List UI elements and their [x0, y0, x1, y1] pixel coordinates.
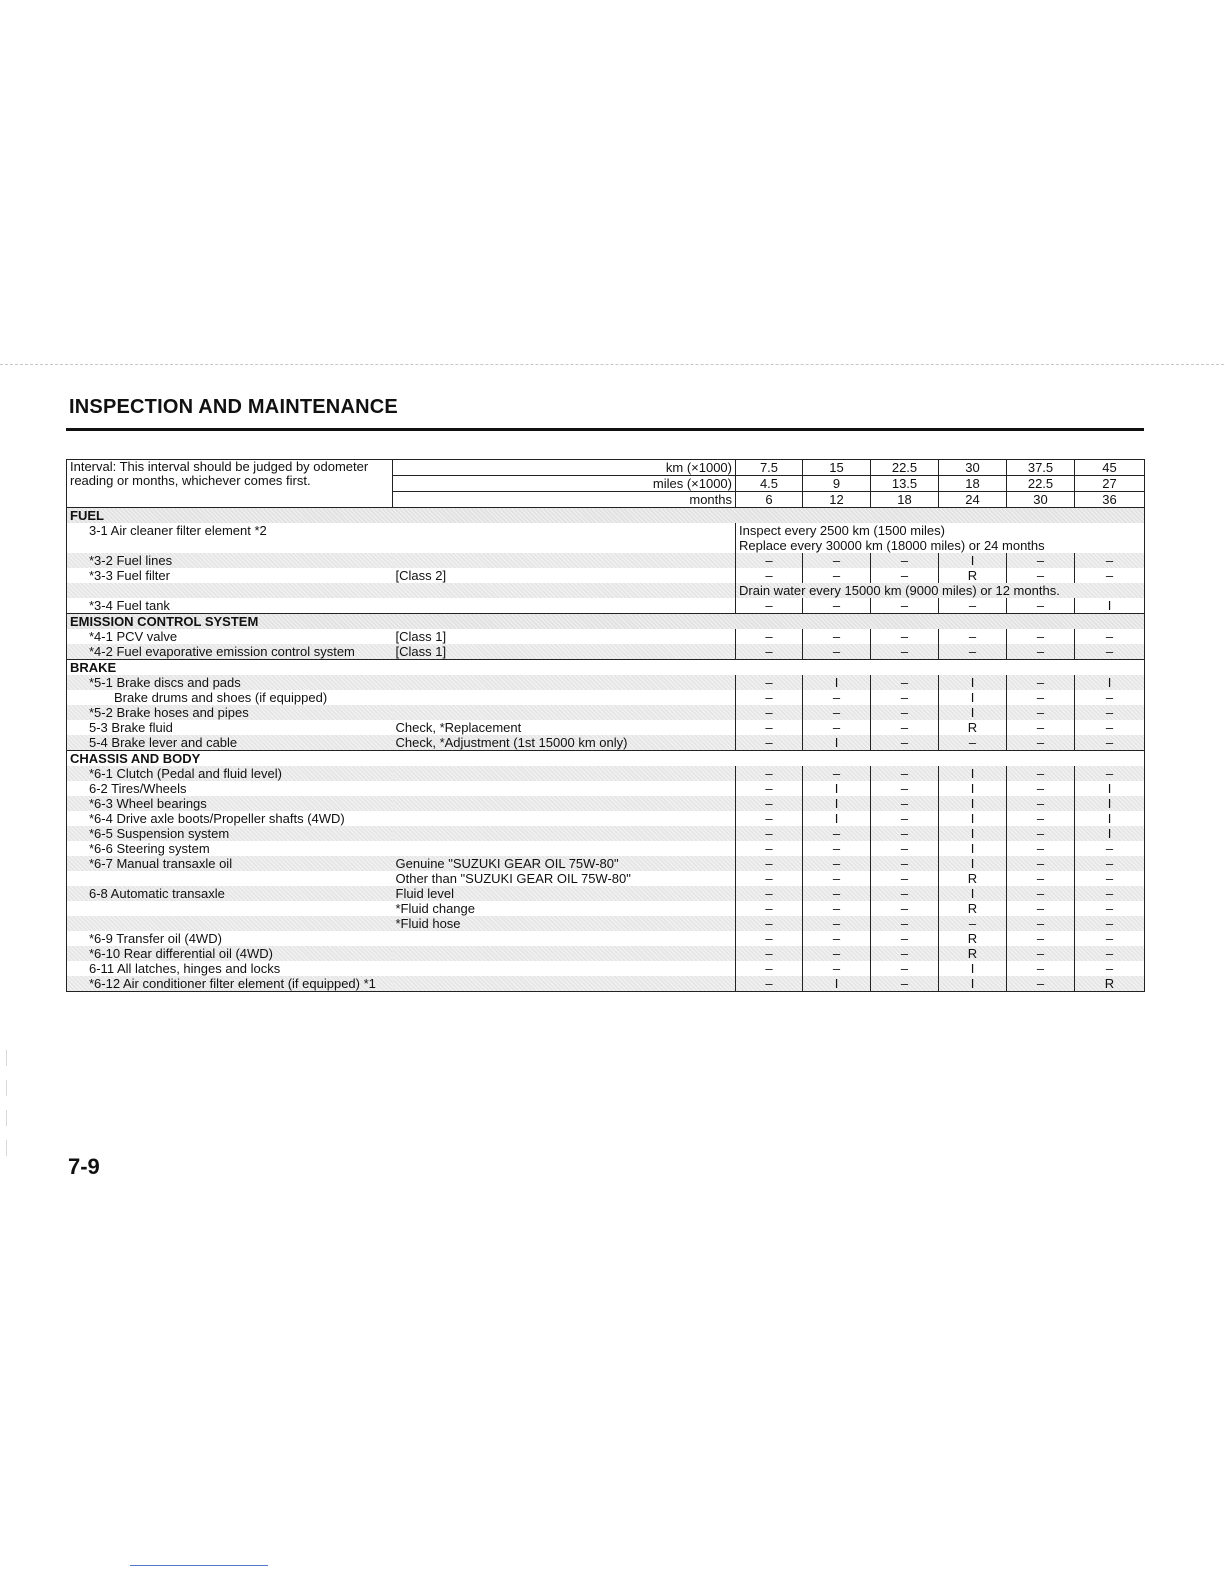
schedule-value: – [1007, 811, 1075, 826]
schedule-value: – [1007, 916, 1075, 931]
schedule-value: – [1075, 568, 1145, 583]
table-row [67, 644, 1145, 660]
item-name: Brake drums and shoes (if equipped) [114, 690, 328, 705]
schedule-value: – [803, 629, 871, 644]
margin-tick [6, 1110, 7, 1126]
schedule-value: I [803, 735, 871, 751]
schedule-value: I [803, 781, 871, 796]
schedule-value: – [871, 826, 939, 841]
schedule-value: R [939, 568, 1007, 583]
schedule-value: I [939, 886, 1007, 901]
section-row-brake [67, 660, 1145, 676]
schedule-value: – [871, 961, 939, 976]
schedule-value: I [939, 961, 1007, 976]
section-title: FUEL [67, 508, 1145, 524]
schedule-value: I [939, 766, 1007, 781]
item-note [393, 976, 736, 992]
item-note [393, 553, 736, 568]
schedule-value: – [736, 553, 803, 568]
schedule-value: I [939, 841, 1007, 856]
schedule-value: – [1007, 856, 1075, 871]
item-name: *4-1 PCV valve [89, 629, 178, 644]
schedule-value: – [803, 705, 871, 720]
item-name: 6-8 Automatic transaxle [67, 886, 393, 901]
item-note [393, 675, 736, 690]
table-row [67, 976, 1145, 992]
item-note [393, 931, 736, 946]
km-value: 45 [1075, 460, 1145, 476]
item-name: 6-11 All latches, hinges and locks [89, 961, 281, 976]
schedule-value: – [1007, 735, 1075, 751]
schedule-value: – [871, 871, 939, 886]
schedule-value: – [1075, 690, 1145, 705]
schedule-value: – [871, 766, 939, 781]
schedule-value: – [871, 796, 939, 811]
schedule-value: I [1075, 811, 1145, 826]
schedule-value: – [803, 946, 871, 961]
schedule-value: – [736, 931, 803, 946]
schedule-value: – [871, 886, 939, 901]
schedule-value: – [736, 766, 803, 781]
header-km-row [67, 460, 1145, 476]
schedule-value: I [939, 811, 1007, 826]
schedule-value: – [871, 841, 939, 856]
schedule-value: – [736, 916, 803, 931]
item-note: *Fluid hose [393, 916, 736, 931]
schedule-value: – [871, 629, 939, 644]
schedule-value: – [736, 811, 803, 826]
schedule-value: I [939, 690, 1007, 705]
schedule-value: I [803, 675, 871, 690]
schedule-value: R [939, 946, 1007, 961]
schedule-value: – [736, 598, 803, 614]
schedule-value: – [803, 871, 871, 886]
schedule-value: I [1075, 675, 1145, 690]
schedule-value: – [803, 766, 871, 781]
schedule-value: I [939, 856, 1007, 871]
schedule-value: – [803, 916, 871, 931]
schedule-value: – [1007, 568, 1075, 583]
table-row [67, 629, 1145, 644]
schedule-value: I [939, 675, 1007, 690]
km-label: km (×1000) [393, 460, 736, 476]
item-name: *6-4 Drive axle boots/Propeller shafts (4WD) [89, 811, 345, 826]
schedule-value: – [939, 735, 1007, 751]
margin-tick [6, 1140, 7, 1156]
schedule-value: R [939, 931, 1007, 946]
item-name: *4-2 Fuel evaporative emission control system [67, 644, 393, 660]
table-row [67, 901, 1145, 916]
months-value: 24 [939, 492, 1007, 508]
item-note: *Fluid change [395, 901, 475, 916]
table-row [67, 946, 1145, 961]
schedule-value: – [803, 598, 871, 614]
schedule-value: – [871, 916, 939, 931]
schedule-value: – [939, 598, 1007, 614]
schedule-value: – [1075, 841, 1145, 856]
schedule-value: – [1075, 916, 1145, 931]
item-note [393, 781, 736, 796]
interval-text [736, 523, 1145, 553]
schedule-value: – [871, 976, 939, 992]
table-row [67, 553, 1145, 568]
schedule-value: – [803, 826, 871, 841]
table-row [67, 720, 1145, 735]
schedule-value: – [736, 901, 803, 916]
item-name: *6-3 Wheel bearings [67, 796, 393, 811]
schedule-value: I [939, 553, 1007, 568]
schedule-value: – [1075, 856, 1145, 871]
schedule-value: – [1007, 781, 1075, 796]
schedule-value: I [1075, 826, 1145, 841]
schedule-value: I [939, 705, 1007, 720]
km-value: 30 [939, 460, 1007, 476]
schedule-value: – [1007, 826, 1075, 841]
km-value: 15 [803, 460, 871, 476]
miles-value: 4.5 [736, 476, 803, 492]
schedule-value: – [736, 735, 803, 751]
schedule-value: – [1007, 886, 1075, 901]
item-name: *3-3 Fuel filter [89, 568, 170, 583]
item-name: *5-2 Brake hoses and pipes [67, 705, 393, 720]
months-value: 30 [1007, 492, 1075, 508]
schedule-value: – [1075, 871, 1145, 886]
schedule-value: – [736, 781, 803, 796]
footer-link-rule [130, 1565, 268, 1566]
schedule-value: – [803, 886, 871, 901]
miles-value: 13.5 [871, 476, 939, 492]
schedule-value: – [1075, 886, 1145, 901]
margin-tick [6, 1080, 7, 1096]
item-note [393, 690, 736, 705]
table-row [67, 766, 1145, 781]
schedule-value: – [1075, 629, 1145, 644]
schedule-value: – [736, 796, 803, 811]
table-row [67, 781, 1145, 796]
schedule-value: R [939, 871, 1007, 886]
item-name [67, 871, 393, 886]
schedule-value: – [871, 856, 939, 871]
miles-value: 18 [939, 476, 1007, 492]
schedule-value: – [871, 690, 939, 705]
item-name: 5-3 Brake fluid [89, 720, 173, 735]
months-value: 6 [736, 492, 803, 508]
schedule-value: – [871, 931, 939, 946]
schedule-value: – [1007, 720, 1075, 735]
table-row [67, 856, 1145, 871]
item-name: *6-1 Clutch (Pedal and fluid level) [67, 766, 393, 781]
schedule-value: – [736, 568, 803, 583]
item-note [393, 705, 736, 720]
miles-value: 27 [1075, 476, 1145, 492]
schedule-value: – [1007, 871, 1075, 886]
item-name [67, 583, 736, 598]
inspect-text: Inspect every 2500 km (1500 miles) [739, 523, 945, 538]
schedule-value: – [871, 598, 939, 614]
page-number: 7-9 [68, 1154, 100, 1179]
item-name: *3-2 Fuel lines [67, 553, 393, 568]
schedule-value: – [871, 720, 939, 735]
schedule-value: – [736, 976, 803, 992]
schedule-value: – [1007, 841, 1075, 856]
item-note [393, 796, 736, 811]
schedule-value: – [1007, 705, 1075, 720]
schedule-value: – [1007, 675, 1075, 690]
top-dashed-rule [0, 364, 1224, 365]
schedule-value: – [736, 886, 803, 901]
section-title: EMISSION CONTROL SYSTEM [67, 614, 1145, 630]
schedule-value: – [871, 705, 939, 720]
months-value: 36 [1075, 492, 1145, 508]
schedule-value: – [871, 568, 939, 583]
section-title: BRAKE [67, 660, 1145, 676]
schedule-value: – [736, 705, 803, 720]
schedule-value: – [736, 841, 803, 856]
table-row [67, 675, 1145, 690]
item-name: 6-2 Tires/Wheels [89, 781, 187, 796]
schedule-value: – [803, 644, 871, 660]
schedule-value: I [803, 796, 871, 811]
item-note: Fluid level [393, 886, 736, 901]
table-row [67, 705, 1145, 720]
item-name: *6-10 Rear differential oil (4WD) [67, 946, 393, 961]
table-row [67, 871, 1145, 886]
miles-value: 9 [803, 476, 871, 492]
item-name: *6-12 Air conditioner filter element (if equipped) *1 [67, 976, 393, 992]
section-row-fuel [67, 508, 1145, 524]
replace-text: Replace every 30000 km (18000 miles) or 24 months [739, 538, 1045, 553]
schedule-value: – [1007, 946, 1075, 961]
schedule-value: I [939, 976, 1007, 992]
schedule-value: – [1007, 901, 1075, 916]
item-name: *6-9 Transfer oil (4WD) [89, 931, 222, 946]
item-note: Genuine "SUZUKI GEAR OIL 75W-80" [393, 856, 736, 871]
maintenance-schedule-table [66, 459, 1145, 992]
schedule-value: – [871, 811, 939, 826]
schedule-value: – [1075, 705, 1145, 720]
page-heading: INSPECTION AND MAINTENANCE [69, 396, 398, 418]
schedule-value: – [1007, 766, 1075, 781]
item-name: *6-5 Suspension system [67, 826, 393, 841]
schedule-value: – [1007, 553, 1075, 568]
table-row [67, 811, 1145, 826]
schedule-value: – [939, 644, 1007, 660]
miles-label: miles (×1000) [393, 476, 736, 492]
table-row [67, 568, 1145, 583]
schedule-value: – [1007, 644, 1075, 660]
schedule-value: – [871, 946, 939, 961]
table-row [67, 826, 1145, 841]
schedule-value: – [736, 720, 803, 735]
schedule-value: – [803, 720, 871, 735]
item-note: Check, *Adjustment (1st 15000 km only) [393, 735, 736, 751]
schedule-value: – [803, 553, 871, 568]
schedule-value: I [939, 796, 1007, 811]
schedule-value: – [871, 553, 939, 568]
item-name: *6-6 Steering system [89, 841, 210, 856]
interval-description: Interval: This interval should be judged by odometer reading or months, whichever comes first. [67, 460, 393, 508]
table-row [67, 796, 1145, 811]
item-note [393, 961, 736, 976]
item-note [393, 811, 736, 826]
schedule-value: – [1007, 931, 1075, 946]
km-value: 37.5 [1007, 460, 1075, 476]
schedule-value: – [803, 841, 871, 856]
schedule-value: R [939, 720, 1007, 735]
schedule-value: R [939, 901, 1007, 916]
table-row [67, 931, 1145, 946]
schedule-value: – [1075, 720, 1145, 735]
section-row-emission [67, 614, 1145, 630]
table-row [67, 735, 1145, 751]
schedule-value: – [939, 916, 1007, 931]
schedule-value: – [871, 901, 939, 916]
table-row [67, 690, 1145, 705]
months-label: months [393, 492, 736, 508]
months-value: 18 [871, 492, 939, 508]
schedule-value: – [1075, 961, 1145, 976]
table-row [67, 583, 1145, 598]
schedule-value: – [1007, 598, 1075, 614]
schedule-value: – [736, 856, 803, 871]
item-name: 5-4 Brake lever and cable [67, 735, 393, 751]
schedule-value: – [803, 856, 871, 871]
schedule-value: – [736, 871, 803, 886]
schedule-value: – [1075, 735, 1145, 751]
table-row [67, 886, 1145, 901]
schedule-value: – [803, 568, 871, 583]
schedule-value: I [1075, 598, 1145, 614]
schedule-value: – [1075, 644, 1145, 660]
schedule-value: I [939, 826, 1007, 841]
schedule-value: I [1075, 781, 1145, 796]
item-note [393, 598, 736, 614]
margin-tick [6, 1050, 7, 1066]
schedule-value: I [1075, 796, 1145, 811]
item-note: Other than "SUZUKI GEAR OIL 75W-80" [395, 871, 631, 886]
schedule-value: – [736, 961, 803, 976]
item-name: *6-7 Manual transaxle oil [67, 856, 393, 871]
schedule-value: – [803, 961, 871, 976]
months-value: 12 [803, 492, 871, 508]
schedule-value: – [736, 629, 803, 644]
table-row [67, 961, 1145, 976]
schedule-value: – [736, 690, 803, 705]
item-name: *5-1 Brake discs and pads [67, 675, 393, 690]
km-value: 22.5 [871, 460, 939, 476]
schedule-value: I [803, 811, 871, 826]
schedule-value: – [1075, 946, 1145, 961]
schedule-value: – [871, 735, 939, 751]
item-note: [Class 1] [395, 629, 447, 644]
drain-water-text: Drain water every 15000 km (9000 miles) or 12 months. [736, 583, 1145, 598]
item-name: 3-1 Air cleaner filter element *2 [89, 523, 267, 538]
schedule-value: – [1007, 796, 1075, 811]
item-name [67, 901, 393, 916]
item-note [393, 946, 736, 961]
item-name [67, 916, 393, 931]
schedule-value: – [1007, 629, 1075, 644]
schedule-value: – [1075, 931, 1145, 946]
item-note [393, 841, 736, 856]
schedule-value: – [803, 901, 871, 916]
item-note [393, 766, 736, 781]
schedule-value: – [1075, 766, 1145, 781]
schedule-value: – [871, 781, 939, 796]
schedule-value: – [1007, 690, 1075, 705]
schedule-value: – [736, 675, 803, 690]
item-note: [Class 2] [395, 568, 447, 583]
heading-rule [66, 428, 1144, 431]
schedule-value: – [1075, 901, 1145, 916]
table-row [67, 916, 1145, 931]
schedule-value: – [871, 644, 939, 660]
km-value: 7.5 [736, 460, 803, 476]
table-row [67, 841, 1145, 856]
schedule-value: I [803, 976, 871, 992]
miles-value: 22.5 [1007, 476, 1075, 492]
section-row-chassis [67, 751, 1145, 767]
item-note [393, 826, 736, 841]
item-name: *3-4 Fuel tank [89, 598, 170, 613]
schedule-value: I [939, 781, 1007, 796]
schedule-value: – [803, 690, 871, 705]
schedule-value: – [1007, 961, 1075, 976]
schedule-value: – [939, 629, 1007, 644]
schedule-value: – [736, 946, 803, 961]
schedule-value: – [803, 931, 871, 946]
schedule-value: R [1075, 976, 1145, 992]
schedule-value: – [736, 644, 803, 660]
table-row [67, 523, 1145, 553]
schedule-value: – [1075, 553, 1145, 568]
item-note: [Class 1] [393, 644, 736, 660]
schedule-value: – [871, 675, 939, 690]
section-title: CHASSIS AND BODY [67, 751, 1145, 767]
item-note: Check, *Replacement [395, 720, 522, 735]
schedule-value: – [1007, 976, 1075, 992]
schedule-value: – [736, 826, 803, 841]
table-row [67, 598, 1145, 614]
